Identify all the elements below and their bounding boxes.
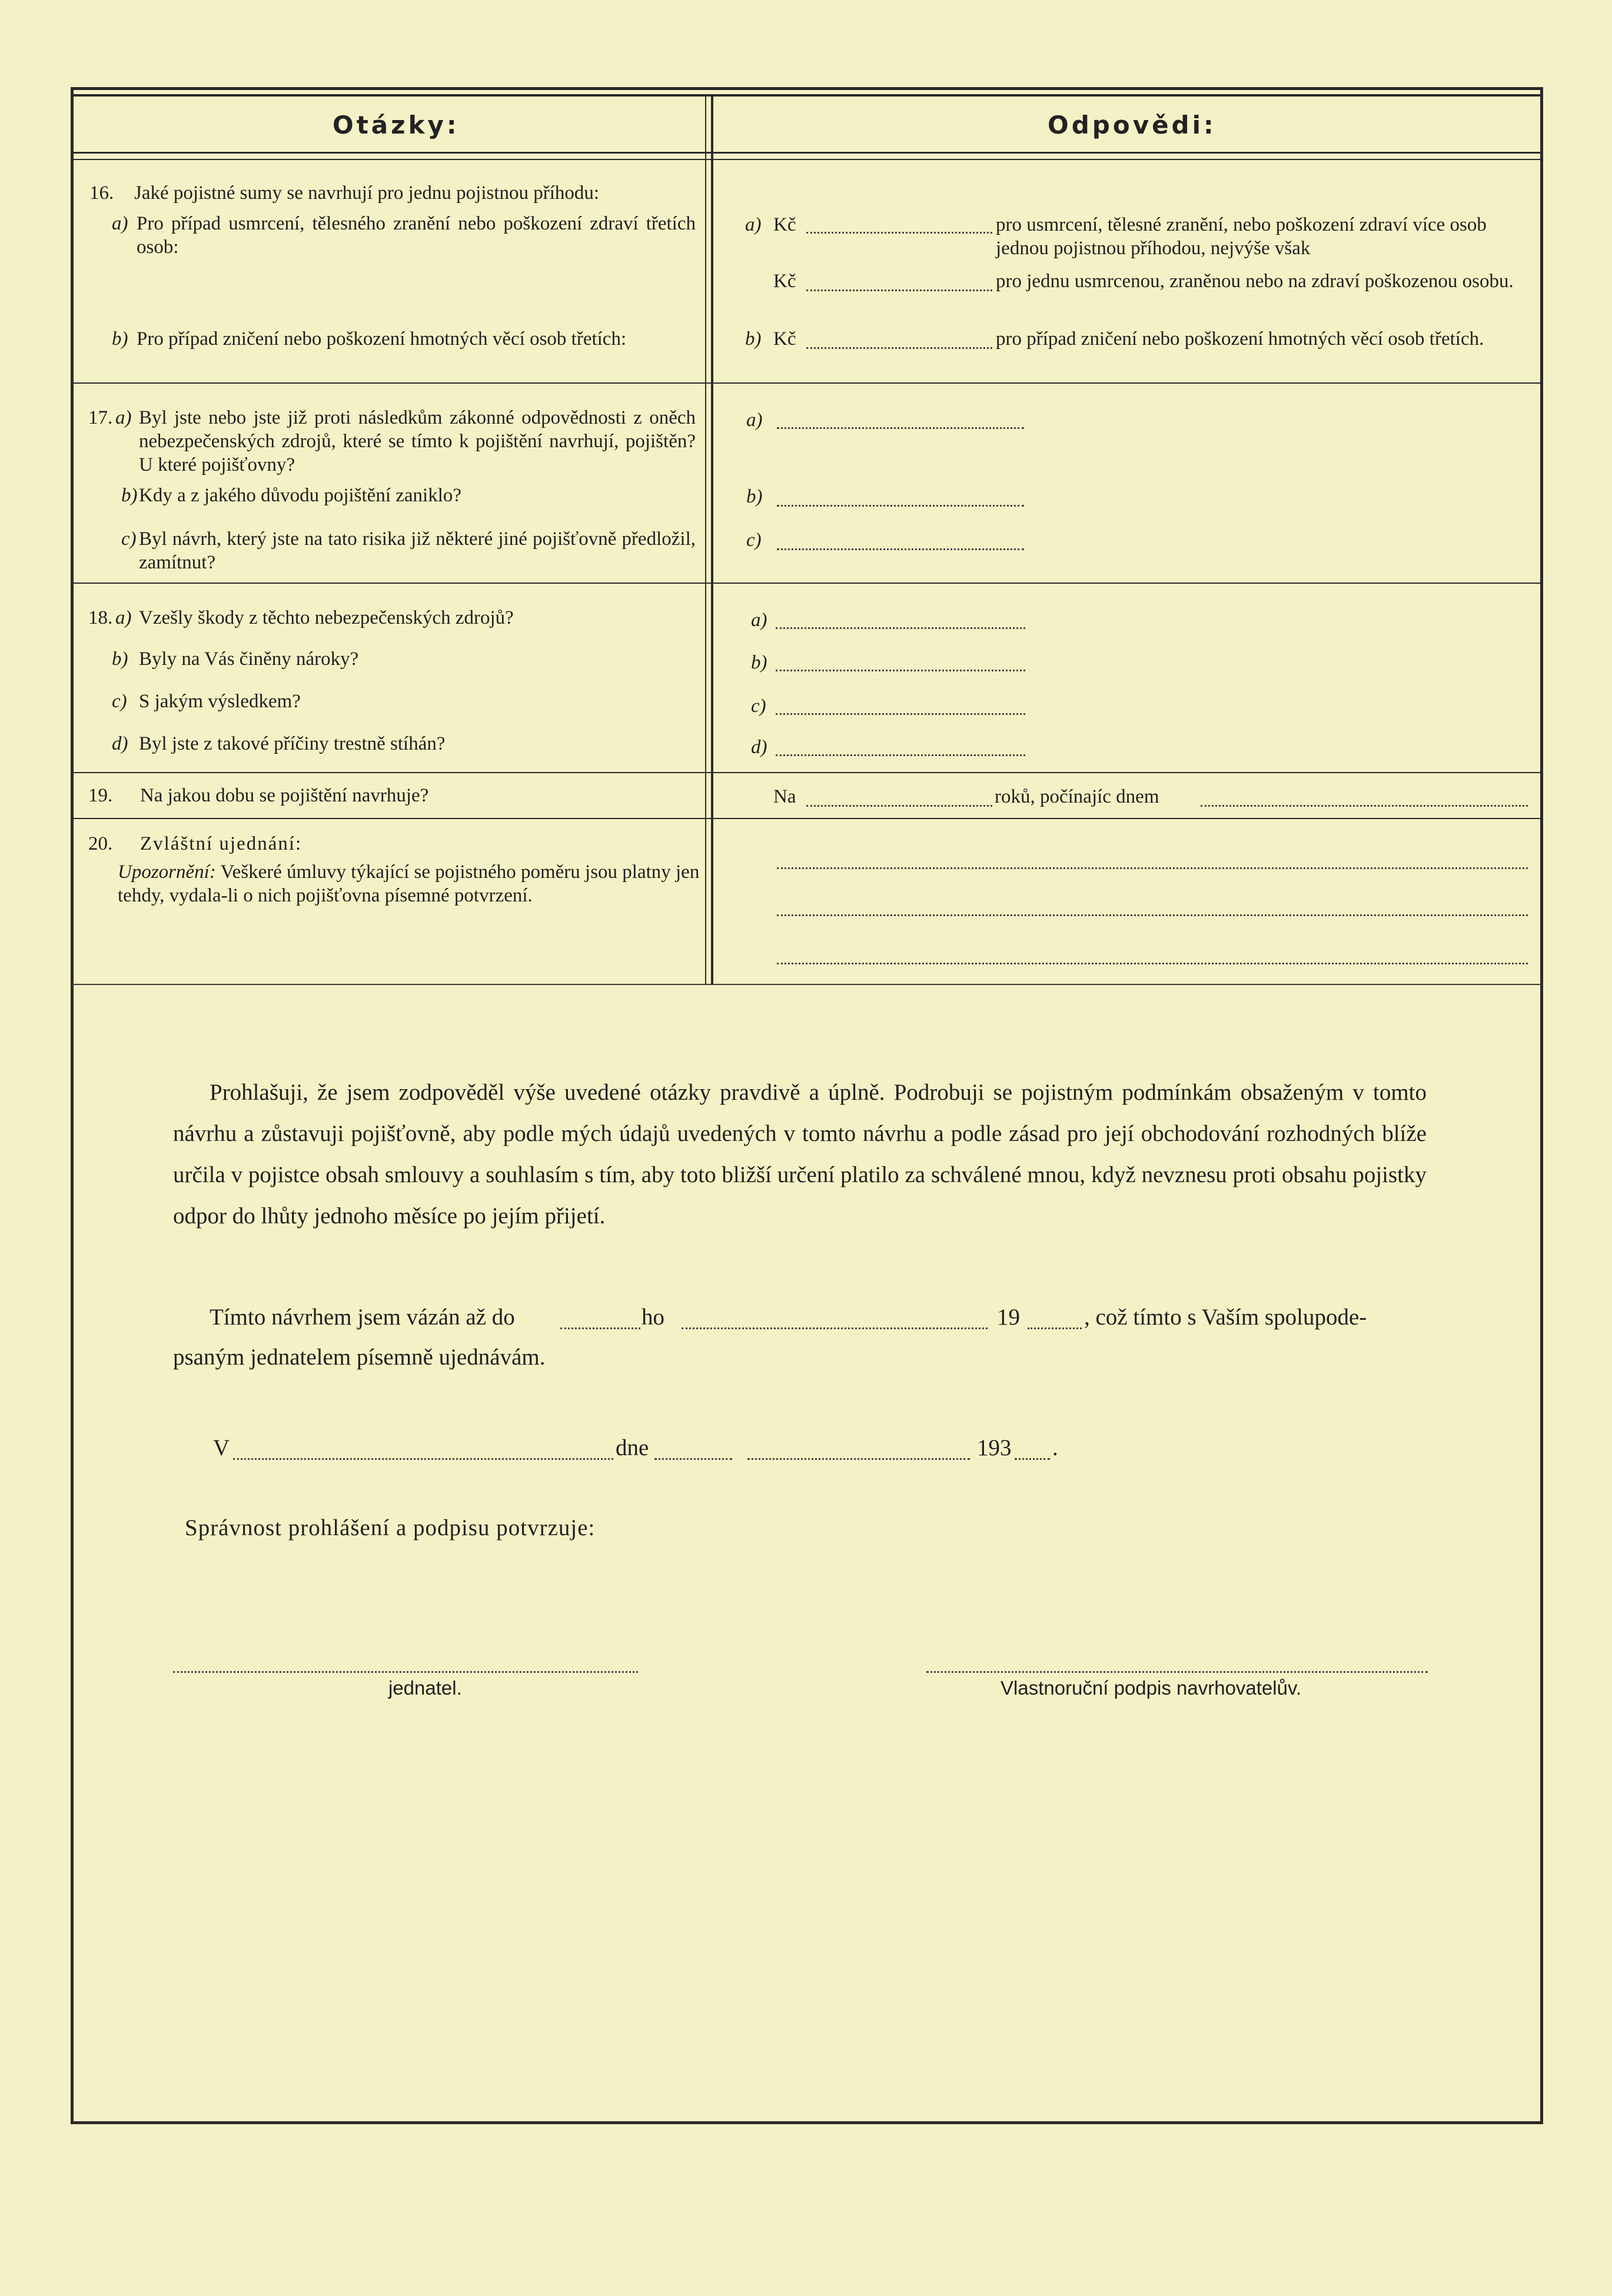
q18-ans-d-field[interactable] — [776, 754, 1025, 756]
q18-divider — [72, 772, 1542, 773]
table-bottom-rule — [72, 984, 1542, 985]
header-rule-2 — [72, 159, 1542, 160]
q16-ans-a-mark: a) — [745, 214, 762, 235]
q17-c-mark: c) — [121, 528, 137, 550]
q18-a-mark: a) — [115, 607, 132, 628]
q17-ans-b-mark: b) — [746, 486, 763, 507]
agent-signature-line[interactable] — [173, 1671, 638, 1673]
q17-b-mark: b) — [121, 485, 138, 506]
q20-answer-line-3[interactable] — [777, 963, 1528, 964]
q18-d-mark: d) — [112, 733, 128, 754]
q19-number: 19. — [88, 785, 113, 806]
q16-a-mark: a) — [112, 213, 128, 234]
q19-text: Na jakou dobu se pojištění navrhuje? — [140, 785, 429, 806]
place-dne: dne — [616, 1435, 649, 1460]
q16-ans-a2-currency: Kč — [773, 271, 796, 292]
q17-ans-a-field[interactable] — [777, 427, 1024, 429]
confirm-text: Správnost prohlášení a podpisu potvrzuje: — [185, 1515, 596, 1540]
bound-19: 19 — [997, 1305, 1020, 1330]
q17-ans-c-mark: c) — [746, 530, 762, 551]
q17-divider — [72, 583, 1542, 584]
q18-ans-a-field[interactable] — [776, 627, 1025, 629]
column-divider-right — [711, 94, 713, 984]
q16-text: Jaké pojistné sumy se navrhují pro jednu pojistnou příhodu: — [134, 182, 600, 204]
column-divider-left — [705, 94, 706, 984]
q18-d-text: Byl jste z takové příčiny trestně stíhán? — [139, 733, 446, 754]
bound-text-2: , což tímto s Vaším spolupode- — [1084, 1305, 1367, 1330]
place-field[interactable] — [233, 1458, 613, 1460]
top-rule — [72, 94, 1542, 97]
q20-note-label: Upozornění: — [118, 861, 216, 883]
agent-signature-label: jednatel. — [388, 1677, 462, 1699]
q18-number: 18. — [88, 607, 113, 628]
q20-answer-line-1[interactable] — [777, 867, 1528, 869]
q18-ans-c-field[interactable] — [776, 713, 1025, 715]
q18-ans-a-mark: a) — [751, 610, 767, 631]
q16-a-text: Pro případ usmrcení, tělesného zranění nebo poškození zdraví třetích osob: — [137, 213, 696, 258]
q18-ans-b-mark: b) — [751, 652, 767, 673]
q16-divider — [72, 382, 1542, 384]
place-end: . — [1052, 1435, 1058, 1460]
q17-ans-b-field[interactable] — [777, 505, 1024, 507]
q16-b-mark: b) — [112, 328, 128, 350]
q16-ans-b-mark: b) — [745, 328, 762, 350]
q19-divider — [72, 818, 1542, 819]
q16-ans-b-field[interactable] — [806, 347, 992, 349]
answers-heading: Odpovědi: — [1048, 111, 1217, 139]
q20-note — [118, 860, 700, 907]
q16-ans-a-field[interactable] — [806, 232, 992, 234]
q18-ans-c-mark: c) — [751, 696, 766, 717]
applicant-signature-line[interactable] — [926, 1671, 1428, 1673]
q17-ans-a-mark: a) — [746, 410, 763, 431]
q20-note-text: Veškeré úmluvy týkající se pojistného poměru jsou platny jen tehdy, vydala-li o nich pojišťovna písemné potvrzení. — [118, 861, 700, 906]
bound-ho: ho — [642, 1305, 664, 1330]
place-year: 193 — [977, 1435, 1012, 1460]
bound-day-field[interactable] — [560, 1327, 640, 1329]
q19-ans-rest: roků, počínajíc dnem — [995, 786, 1159, 807]
q18-ans-b-field[interactable] — [776, 670, 1025, 671]
header-rule-1 — [72, 152, 1542, 154]
q19-years-field[interactable] — [806, 805, 992, 807]
bound-text-1: Tímto návrhem jsem vázán až do — [210, 1305, 515, 1330]
q18-b-mark: b) — [112, 648, 128, 670]
bound-month-field[interactable] — [682, 1327, 988, 1329]
q18-c-text: S jakým výsledkem? — [139, 691, 301, 712]
q16-ans-a2-field[interactable] — [806, 290, 992, 291]
q17-a-text: Byl jste nebo jste již proti následkům zákonné odpovědnosti z oněch nebezpečenských zdrojů, které se tímto k pojištění navrhují, pojištěn? U které pojišťovny? — [139, 407, 696, 475]
place-v: V — [213, 1435, 230, 1460]
q18-c-mark: c) — [112, 691, 127, 712]
q17-a-mark: a) — [115, 407, 132, 428]
q18-a-text: Vzešly škody z těchto nebezpečenských zdrojů? — [139, 607, 514, 628]
q16-ans-b-text: pro případ zničení nebo poškození hmotných věcí osob třetích. — [996, 328, 1484, 350]
q16-ans-a-currency: Kč — [773, 214, 796, 235]
q20-answer-line-2[interactable] — [777, 914, 1528, 916]
date-day-field[interactable] — [654, 1458, 732, 1460]
declaration-text: Prohlašuji, že jsem zodpověděl výše uvedené otázky pravdivě a úplně. Podrobuji se pojistným podmínkám obsaženým v tomto návrhu a zůstavuji pojišťovně, aby podle mých údajů uvedených v tomto návrhu a podle zásad pro její obchodování rozhodných blíže určila v pojistce obsah smlouvy a souhlasím s tím, aby toto bližší určení platilo za schválené mnou, když nevznesu proti obsahu pojistky odpor do lhůty jednoho měsíce po jejím přijetí. — [173, 1080, 1427, 1229]
bound-year-field[interactable] — [1028, 1327, 1082, 1329]
q17-number: 17. — [88, 407, 113, 428]
q16-b-text: Pro případ zničení nebo poškození hmotných věcí osob třetích: — [137, 328, 627, 350]
bound-text-3: psaným jednatelem písemně ujednávám. — [173, 1345, 546, 1370]
q20-number: 20. — [88, 833, 113, 854]
q18-b-text: Byly na Vás činěny nároky? — [139, 648, 359, 670]
applicant-signature-label: Vlastnoruční podpis navrhovatelův. — [1001, 1677, 1302, 1699]
q17-ans-c-field[interactable] — [777, 548, 1024, 550]
date-month-field[interactable] — [747, 1458, 970, 1460]
q20-text: Zvláštní ujednání: — [140, 833, 303, 854]
questions-heading: Otázky: — [333, 111, 460, 139]
q17-c-text: Byl návrh, který jste na tato risika již některé jiné pojišťovně předložil, zamítnut? — [139, 528, 696, 573]
q16-number: 16. — [89, 182, 114, 204]
q16-ans-b-currency: Kč — [773, 328, 796, 350]
q18-ans-d-mark: d) — [751, 737, 767, 758]
q16-ans-a2-text: pro jednu usmrcenou, zraněnou nebo na zdraví poškozenou osobu. — [996, 271, 1514, 292]
q17-b-text: Kdy a z jakého důvodu pojištění zaniklo? — [139, 485, 462, 506]
q19-start-date-field[interactable] — [1201, 805, 1528, 807]
date-year-field[interactable] — [1015, 1458, 1050, 1460]
q16-ans-a-text: pro usmrcení, tělesné zranění, nebo poškození zdraví více osob jednou pojistnou příhodou, nejvýše však — [996, 214, 1487, 259]
q19-ans-na: Na — [773, 786, 796, 807]
